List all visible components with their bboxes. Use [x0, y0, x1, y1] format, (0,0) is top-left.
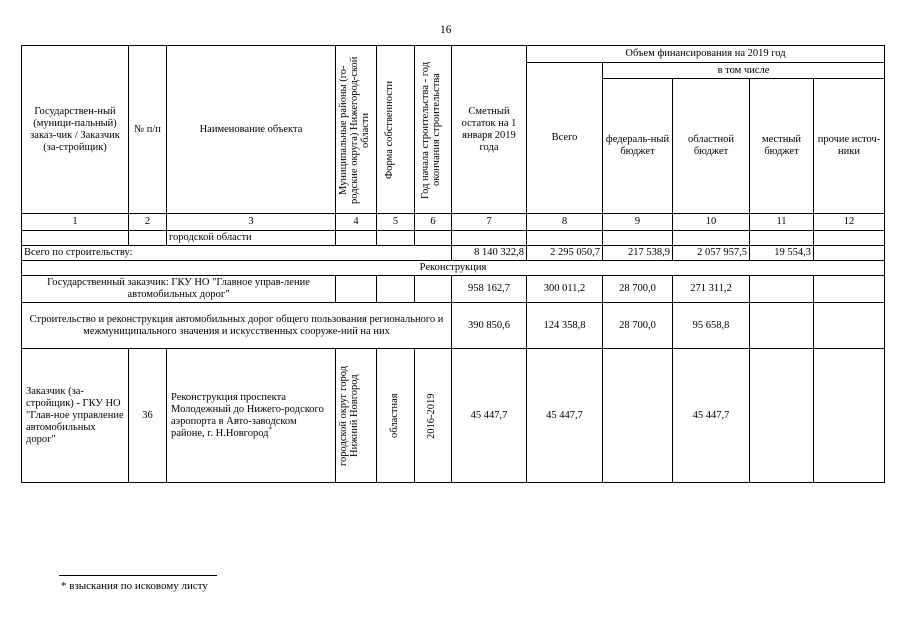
- page-number: 16: [440, 24, 452, 36]
- customer-federal: 28 700,0: [603, 276, 673, 303]
- customer-regional: 271 311,2: [673, 276, 750, 303]
- subsection-total: 124 358,8: [527, 303, 603, 349]
- total-federal: 217 538,9: [603, 246, 673, 261]
- customer-estimate: 958 162,7: [452, 276, 527, 303]
- subsection-label: Строительство и реконструкция автомобильных дорог общего пользования регионального и межмуниципального значения и искусственных сооруже-ний на них: [22, 303, 452, 349]
- object-estimate: 45 447,7: [452, 349, 527, 483]
- col-num-11: 11: [750, 214, 814, 231]
- subsection-row: [22, 303, 885, 349]
- header-local: местный бюджет: [750, 79, 814, 214]
- financing-table: [21, 45, 885, 483]
- footnote: * взыскания по исковому листу: [61, 580, 208, 592]
- object-customer: Заказчик (за-стройщик) - ГКУ НО "Глав-ное управление автомобильных дорог": [22, 349, 129, 483]
- header-estimate: Сметный остаток на 1 января 2019 года: [452, 46, 527, 214]
- customer-total: 300 011,2: [527, 276, 603, 303]
- col-num-9: 9: [603, 214, 673, 231]
- header-object-name: Наименование объекта: [167, 46, 336, 214]
- header-including: в том числе: [603, 63, 885, 79]
- object-regional: 45 447,7: [673, 349, 750, 483]
- continuation-text: городской области: [167, 231, 336, 246]
- header-customer: Государствен-ный (муници-пальный) заказ-чик / Заказчик (за-стройщик): [22, 46, 129, 214]
- col-num-10: 10: [673, 214, 750, 231]
- footnote-divider: [59, 575, 217, 576]
- continuation-row: [22, 231, 885, 246]
- subsection-federal: 28 700,0: [603, 303, 673, 349]
- col-num-7: 7: [452, 214, 527, 231]
- total-row: [22, 246, 885, 261]
- col-num-8: 8: [527, 214, 603, 231]
- header-num: № п/п: [129, 46, 167, 214]
- column-number-row: [22, 214, 885, 231]
- object-row: [22, 349, 885, 483]
- header-ownership: Форма собственности: [377, 46, 415, 214]
- col-num-2: 2: [129, 214, 167, 231]
- total-estimate: 8 140 322,8: [452, 246, 527, 261]
- subsection-estimate: 390 850,6: [452, 303, 527, 349]
- object-name: Реконструкция проспекта Молодежный до Нижего-родского аэропорта в Авто-заводском районе, г. Н.Новгород*: [167, 349, 336, 483]
- object-district: городской округ город Нижний Новгород: [336, 349, 377, 483]
- subsection-regional: 95 658,8: [673, 303, 750, 349]
- header-other: прочие источ-ники: [814, 79, 885, 214]
- header-districts: Муниципальные районы (го-родские округа) Нижегород-ской области: [336, 46, 377, 214]
- total-regional: 2 057 957,5: [673, 246, 750, 261]
- customer-row: [22, 276, 885, 303]
- header-federal: федераль-ный бюджет: [603, 79, 673, 214]
- section-row: [22, 261, 885, 276]
- col-num-1: 1: [22, 214, 129, 231]
- col-num-6: 6: [415, 214, 452, 231]
- total-total: 2 295 050,7: [527, 246, 603, 261]
- object-ownership: областная: [377, 349, 415, 483]
- col-num-3: 3: [167, 214, 336, 231]
- object-num: 36: [129, 349, 167, 483]
- col-num-5: 5: [377, 214, 415, 231]
- customer-label: Государственный заказчик: ГКУ НО "Главное управ-ление автомобильных дорог": [22, 276, 336, 303]
- total-local: 19 554,3: [750, 246, 814, 261]
- header-regional: областной бюджет: [673, 79, 750, 214]
- header-years: Год начала строительства - год окончания строительства: [415, 46, 452, 214]
- header-financing-title: Объем финансирования на 2019 год: [527, 46, 885, 63]
- col-num-12: 12: [814, 214, 885, 231]
- section-title: Реконструкция: [22, 261, 885, 276]
- object-years: 2016-2019: [415, 349, 452, 483]
- object-total: 45 447,7: [527, 349, 603, 483]
- col-num-4: 4: [336, 214, 377, 231]
- total-label: Всего по строительству:: [22, 246, 452, 261]
- header-total: Всего: [527, 63, 603, 214]
- object-footnote-mark: *: [268, 425, 273, 433]
